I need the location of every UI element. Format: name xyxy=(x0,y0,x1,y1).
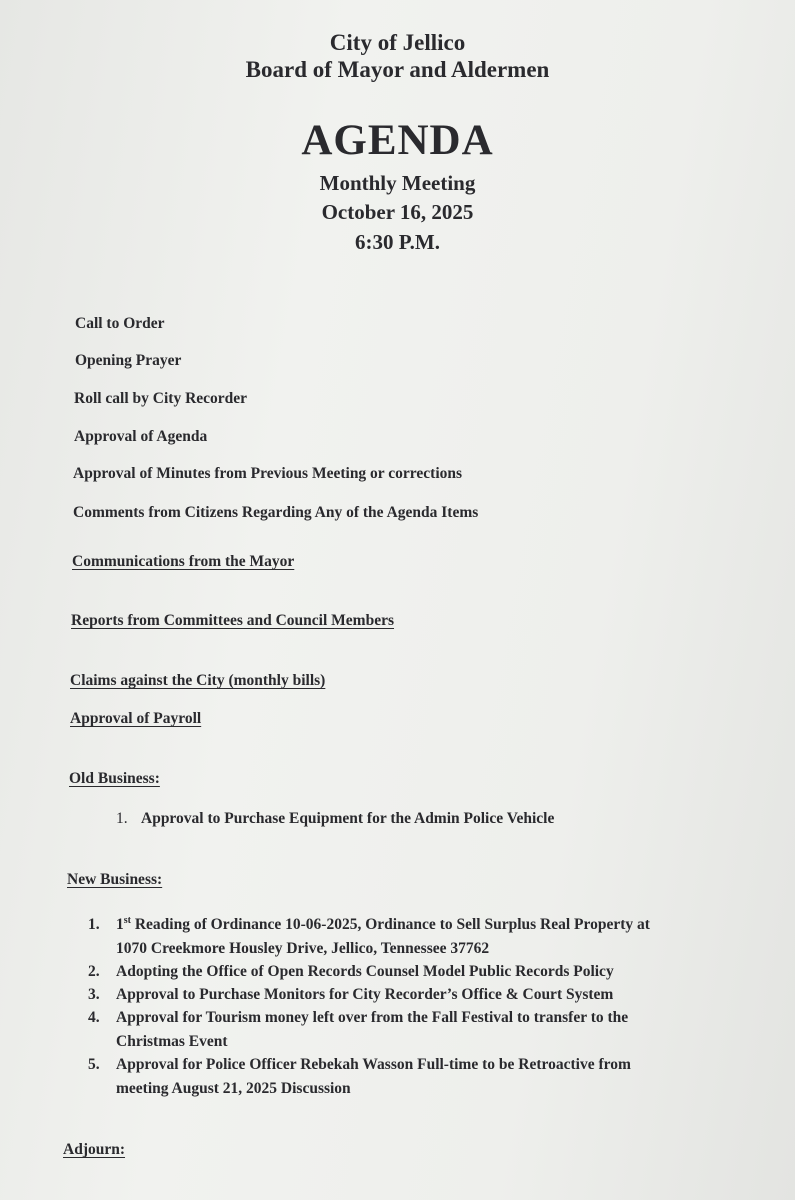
heading-claims: Claims against the City (monthly bills) xyxy=(70,672,326,689)
item-approval-minutes: Approval of Minutes from Previous Meeting or corrections xyxy=(73,465,463,482)
new-business-item xyxy=(88,960,708,984)
new-business-item-text: Adopting the Office of Open Records Counsel Model Public Records Policy xyxy=(116,963,614,980)
new-business-item-text: 1st Reading of Ordinance 10-06-2025, Ordinance to Sell Surplus Real Property at 1070 Creekmore Housley Drive, Jellico, Tennessee 37762 xyxy=(116,915,650,957)
agenda-title: AGENDA xyxy=(301,117,494,164)
new-business-item-text: Approval for Tourism money left over from the Fall Festival to transfer to the Christmas Event xyxy=(116,1009,629,1050)
meeting-type: Monthly Meeting xyxy=(319,171,476,195)
new-business-item-number: 1. xyxy=(88,916,100,933)
new-business-item-number: 4. xyxy=(88,1009,100,1026)
new-business-item xyxy=(88,983,708,1007)
item-call-to-order: Call to Order xyxy=(75,315,165,332)
old-business-item xyxy=(116,810,554,828)
heading-old-business: Old Business: xyxy=(69,770,160,787)
heading-new-business: New Business: xyxy=(67,871,163,888)
new-business-item-number: 5. xyxy=(88,1056,100,1073)
item-citizen-comments: Comments from Citizens Regarding Any of the Agenda Items xyxy=(73,504,479,521)
item-roll-call: Roll call by City Recorder xyxy=(74,390,248,407)
heading-communications: Communications from the Mayor xyxy=(72,553,295,570)
new-business-item-number: 2. xyxy=(88,963,100,980)
city-name: City of Jellico xyxy=(329,30,466,55)
old-business-item-number: 1. xyxy=(116,810,128,827)
old-business-item-text: Approval to Purchase Equipment for the Admin Police Vehicle xyxy=(141,810,555,827)
new-business-item-text: Approval for Police Officer Rebekah Wasson Full-time to be Retroactive from meeting August 21, 2025 Discussion xyxy=(116,1056,631,1097)
heading-reports: Reports from Committees and Council Members xyxy=(71,612,395,629)
heading-adjourn: Adjourn: xyxy=(63,1141,126,1158)
new-business-item xyxy=(88,1053,708,1101)
item-approval-agenda: Approval of Agenda xyxy=(74,428,208,445)
item-opening-prayer: Opening Prayer xyxy=(75,352,182,369)
heading-payroll: Approval of Payroll xyxy=(70,710,202,727)
meeting-date: October 16, 2025 xyxy=(321,200,474,224)
new-business-item-number: 3. xyxy=(88,986,100,1003)
meeting-time: 6:30 P.M. xyxy=(355,230,440,254)
new-business-item xyxy=(88,913,708,961)
new-business-item xyxy=(88,1006,708,1054)
new-business-item-text: Approval to Purchase Monitors for City Recorder’s Office & Court System xyxy=(116,986,614,1003)
board-name: Board of Mayor and Aldermen xyxy=(245,57,550,82)
